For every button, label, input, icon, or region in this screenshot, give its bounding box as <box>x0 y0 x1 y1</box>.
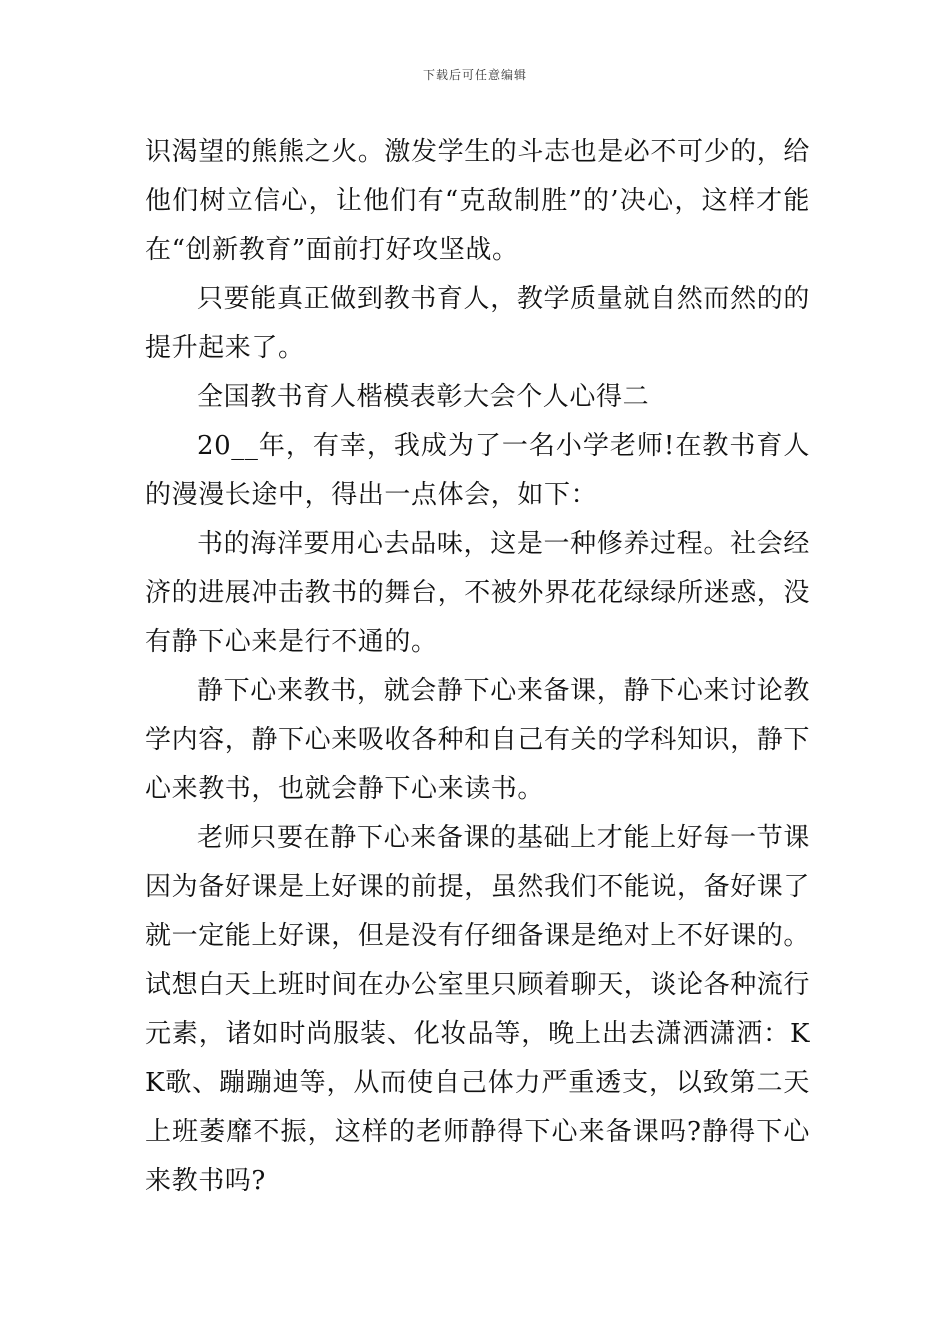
paragraph-3: 20__年，有幸，我成为了一名小学老师!在教书育人的漫漫长途中，得出一点体会，如下： <box>145 431 810 510</box>
paragraph-5: 静下心来教书，就会静下心来备课，静下心来讨论教学内容，静下心来吸收各种和自己有关的学科知识，静下心来教书，也就会静下心来读书。 <box>145 676 811 804</box>
paragraph-4: 书的海洋要用心去品味，这是一种修养过程。社会经济的进展冲击教书的舞台，不被外界花花绿绿所迷惑，没有静下心来是行不通的。 <box>145 529 811 657</box>
paragraph-6: 老师只要在静下心来备课的基础上才能上好每一节课因为备好课是上好课的前提，虽然我们不能说，备好课了就一定能上好课，但是没有仔细备课是绝对上不好课的。试想白天上班时间在办公室里只顾着聊天，谈论各种流行元素，诸如时尚服装、化妆品等，晚上出去潇洒潇洒：KK歌、蹦蹦迪等，从而使自己体力严重透支，以致第二天上班萎靡不振，这样的老师静得下心来备课吗?静得下心来教书吗? <box>145 823 811 1196</box>
header-note: 下载后可任意编辑 <box>422 68 527 82</box>
paragraph-1: 识渴望的熊熊之火。激发学生的斗志也是必不可少的，给他们树立信心，让他们有“克敌制胜”的’决心，这样才能在“创新教育”面前打好攻坚战。 <box>145 137 811 265</box>
document-body <box>145 128 810 1206</box>
paragraph-2: 只要能真正做到教书育人，教学质量就自然而然的的提升起来了。 <box>145 284 810 363</box>
section-heading: 全国教书育人楷模表彰大会个人心得二 <box>197 382 650 412</box>
